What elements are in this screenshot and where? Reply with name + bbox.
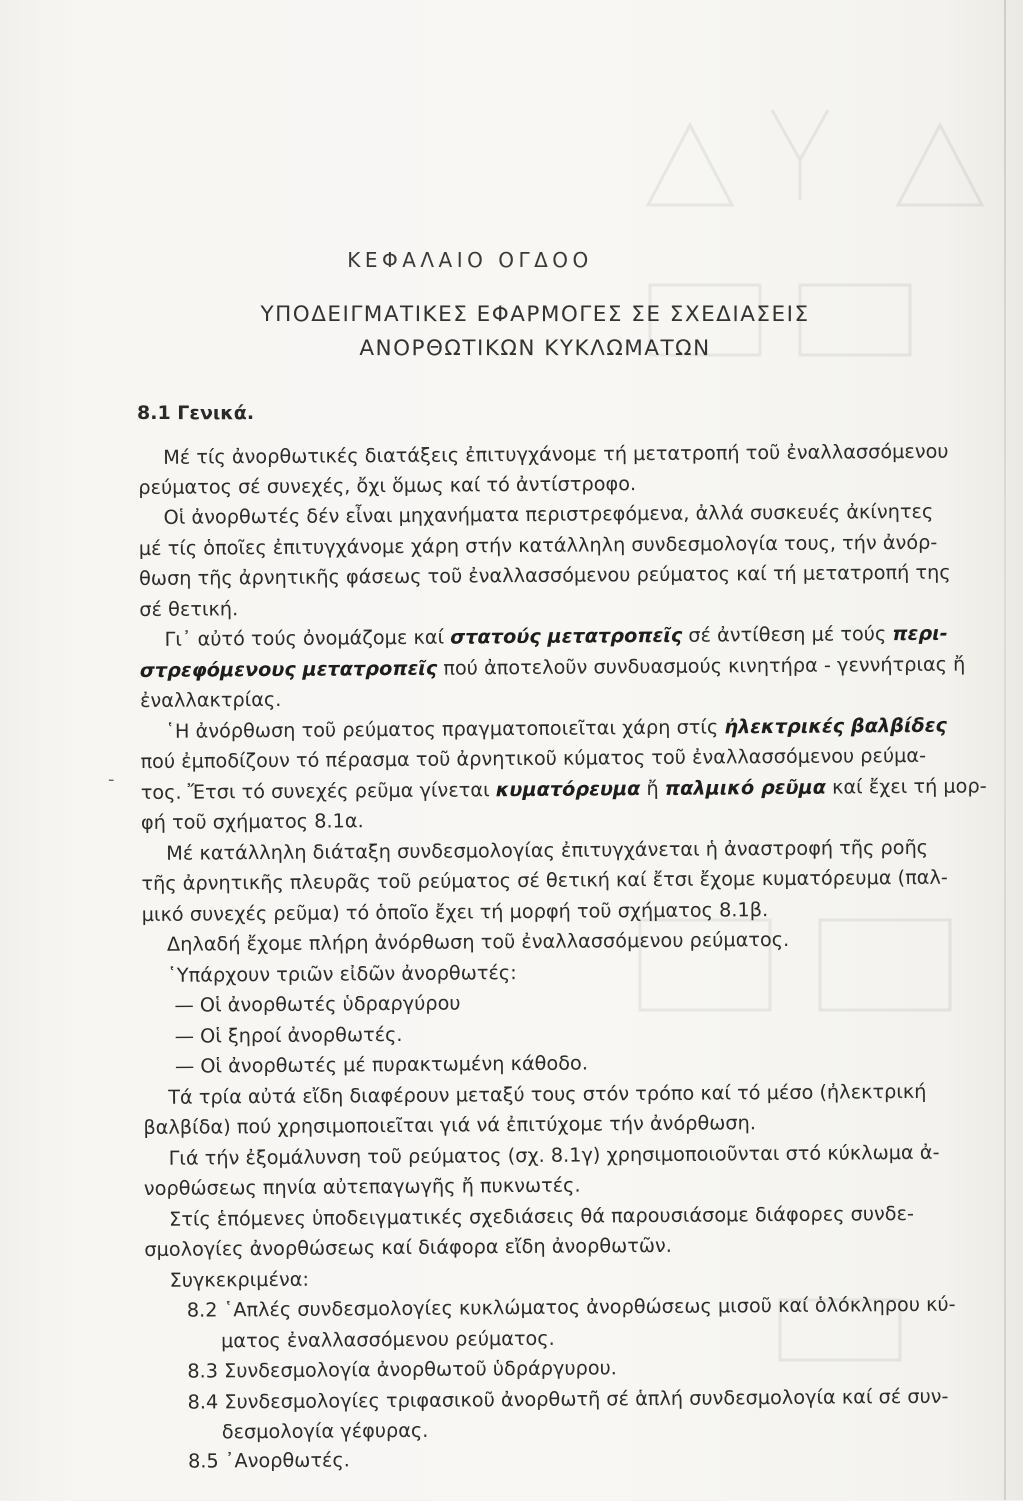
list-item: 8.2 ῾Απλές συνδεσμολογίες κυκλώματος ἀνορθώσεως μισοῦ καί ὁλόκληρου κύ- <box>186 1292 956 1322</box>
text-line: Μέ τίς ἀνορθωτικές διατάξεις ἐπιτυγχάνομε τή μετατροπή τοῦ ἐναλλασσόμενου <box>163 439 949 469</box>
text-line: σέ θετική. <box>139 597 239 622</box>
text-line: ρεύματος σέ συνεχές, ὄχι ὅμως καί τό ἀντίστροφο. <box>138 472 637 500</box>
text-line: Τά τρία αὐτά εἴδη διαφέρουν μεταξύ τους στόν τρόπο καί τό μέσο (ἠλεκτρική <box>168 1079 927 1109</box>
text-line: Οἱ ἀνορθωτές δέν εἶναι μηχανήματα περιστρεφόμενα, ἀλλά συσκευές ἀκίνητες <box>163 499 934 529</box>
text-line: βαλβίδα) πού χρησιμοποιεῖται γιά νά ἐπιτύχομε τήν ἀνόρθωση. <box>143 1111 757 1139</box>
emphasis-term: κυματόρευμα <box>495 777 641 802</box>
emphasis-term: παλμικό ρεῦμα <box>664 775 827 800</box>
chapter-label: ΚΕΦΑΛΑΙΟ ΟΓΔΟΟ <box>347 248 593 272</box>
text-line: δεσμολογία γέφυρας. <box>221 1418 429 1444</box>
text-line: σμολογίες ἀνορθώσεως καί διάφορα εἴδη ἀνορθωτῶν. <box>144 1233 672 1261</box>
text-line: ἐναλλακτρίας. <box>139 687 282 713</box>
list-item: — Οἱ ξηροί ἀνορθωτές. <box>174 1022 403 1048</box>
text-line: Μέ κατάλληλη διάταξη συνδεσμολογίας ἐπιτυγχάνεται ἡ ἀναστροφή τῆς ροῆς <box>166 835 929 865</box>
text-line: ματος ἐναλλασσόμενου ρεύματος. <box>220 1326 555 1353</box>
text-line: τῆς ἀρνητικῆς πλευρᾶς τοῦ ρεύματος σέ θετική καί ἔτσι ἔχομε κυματόρευμα (παλ- <box>141 865 948 896</box>
section-heading: 8.1 Γενικά. <box>137 402 255 424</box>
text-line: Συγκεκριμένα: <box>169 1267 310 1292</box>
list-item: 8.3 Συνδεσμολογία ἀνορθωτοῦ ὑδράργυρου. <box>187 1356 617 1383</box>
text-line: θωση τῆς ἀρνητικῆς φάσεως τοῦ ἐναλλασσόμενου ρεύματος καί τή μετατροπή της <box>138 560 951 591</box>
text-line: πού ἐμποδίζουν τό πέρασμα τοῦ ἀρνητικοῦ κύματος τοῦ ἐναλλασσόμενου ρεύμα- <box>140 743 927 774</box>
emphasis-term: στατούς μετατροπεῖς <box>450 623 683 649</box>
text-line: Στίς ἑπόμενες ὑποδειγματικές σχεδιάσεις θά παρουσιάσομε διάφορες συνδε- <box>169 1201 915 1231</box>
margin-mark: - <box>108 769 115 790</box>
chapter-title-line-1: ΥΠΟΔΕΙΓΜΑΤΙΚΕΣ ΕΦΑΡΜΟΓΕΣ ΣΕ ΣΧΕΔΙΑΣΕΙΣ <box>260 302 810 327</box>
text-line: μέ τίς ὁποῖες ἐπιτυγχάνομε χάρη στήν κατάλληλη συνδεσμολογία τους, τήν ἀνόρ- <box>138 530 938 561</box>
list-item: — Οἱ ἀνορθωτές ὑδραργύρου <box>174 991 461 1017</box>
text-line: ῾Υπάρχουν τριῶν εἰδῶν ἀνορθωτές: <box>167 961 517 987</box>
chapter-title-line-2: ΑΝΟΡΘΩΤΙΚΩΝ ΚΥΚΛΩΜΑΤΩΝ <box>359 336 711 361</box>
text-line: ῾Η ἀνόρθωση τοῦ ρεύματος πραγματοποιεῖται χάρη στίς ἠλεκτρικές βαλβίδες <box>165 713 947 743</box>
list-item: 8.4 Συνδεσμολογίες τριφασικοῦ ἀνορθωτῆ σέ ἁπλή συνδεσμολογία καί σέ συν- <box>187 1384 949 1414</box>
text-line: Γι᾽ αὐτό τούς ὀνομάζομε καί στατούς μετατροπεῖς σέ ἀντίθεση μέ τούς περι- <box>164 621 948 651</box>
emphasis-term: περι- <box>892 621 948 646</box>
text-line: Γιά τήν ἐξομάλυνση τοῦ ρεύματος (σχ. 8.1γ) χρησιμοποιοῦνται στό κύκλωμα ἀ- <box>168 1140 940 1170</box>
text-line: μικό συνεχές ρεῦμα) τό ὁποῖο ἔχει τή μορφή τοῦ σχήματος 8.1β. <box>141 898 769 927</box>
text-line: νορθώσεως πηνία αὐτεπαγωγῆς ἤ πυκνωτές. <box>143 1173 581 1200</box>
list-item: 8.5 ᾽Ανορθωτές. <box>187 1448 350 1473</box>
emphasis-term: ἠλεκτρικές βαλβίδες <box>724 713 947 739</box>
text-line: φή τοῦ σχήματος 8.1α. <box>140 809 364 835</box>
text-line: τος. Ἔτσι τό συνεχές ρεῦμα γίνεται κυματόρευμα ἤ παλμικό ρεῦμα καί ἔχει τή μορ- <box>140 774 987 805</box>
emphasis-term: στρεφόμενους μετατροπεῖς <box>139 656 438 683</box>
text-line: στρεφόμενους μετατροπεῖς πού ἀποτελοῦν συνδυασμούς κινητήρα - γεννήτριας ἤ <box>139 652 966 683</box>
text-line: Δηλαδή ἔχομε πλήρη ἀνόρθωση τοῦ ἐναλλασσόμενου ρεύματος. <box>166 927 790 956</box>
list-item: — Οἱ ἀνορθωτές μέ πυρακτωμένη κάθοδο. <box>174 1051 589 1078</box>
